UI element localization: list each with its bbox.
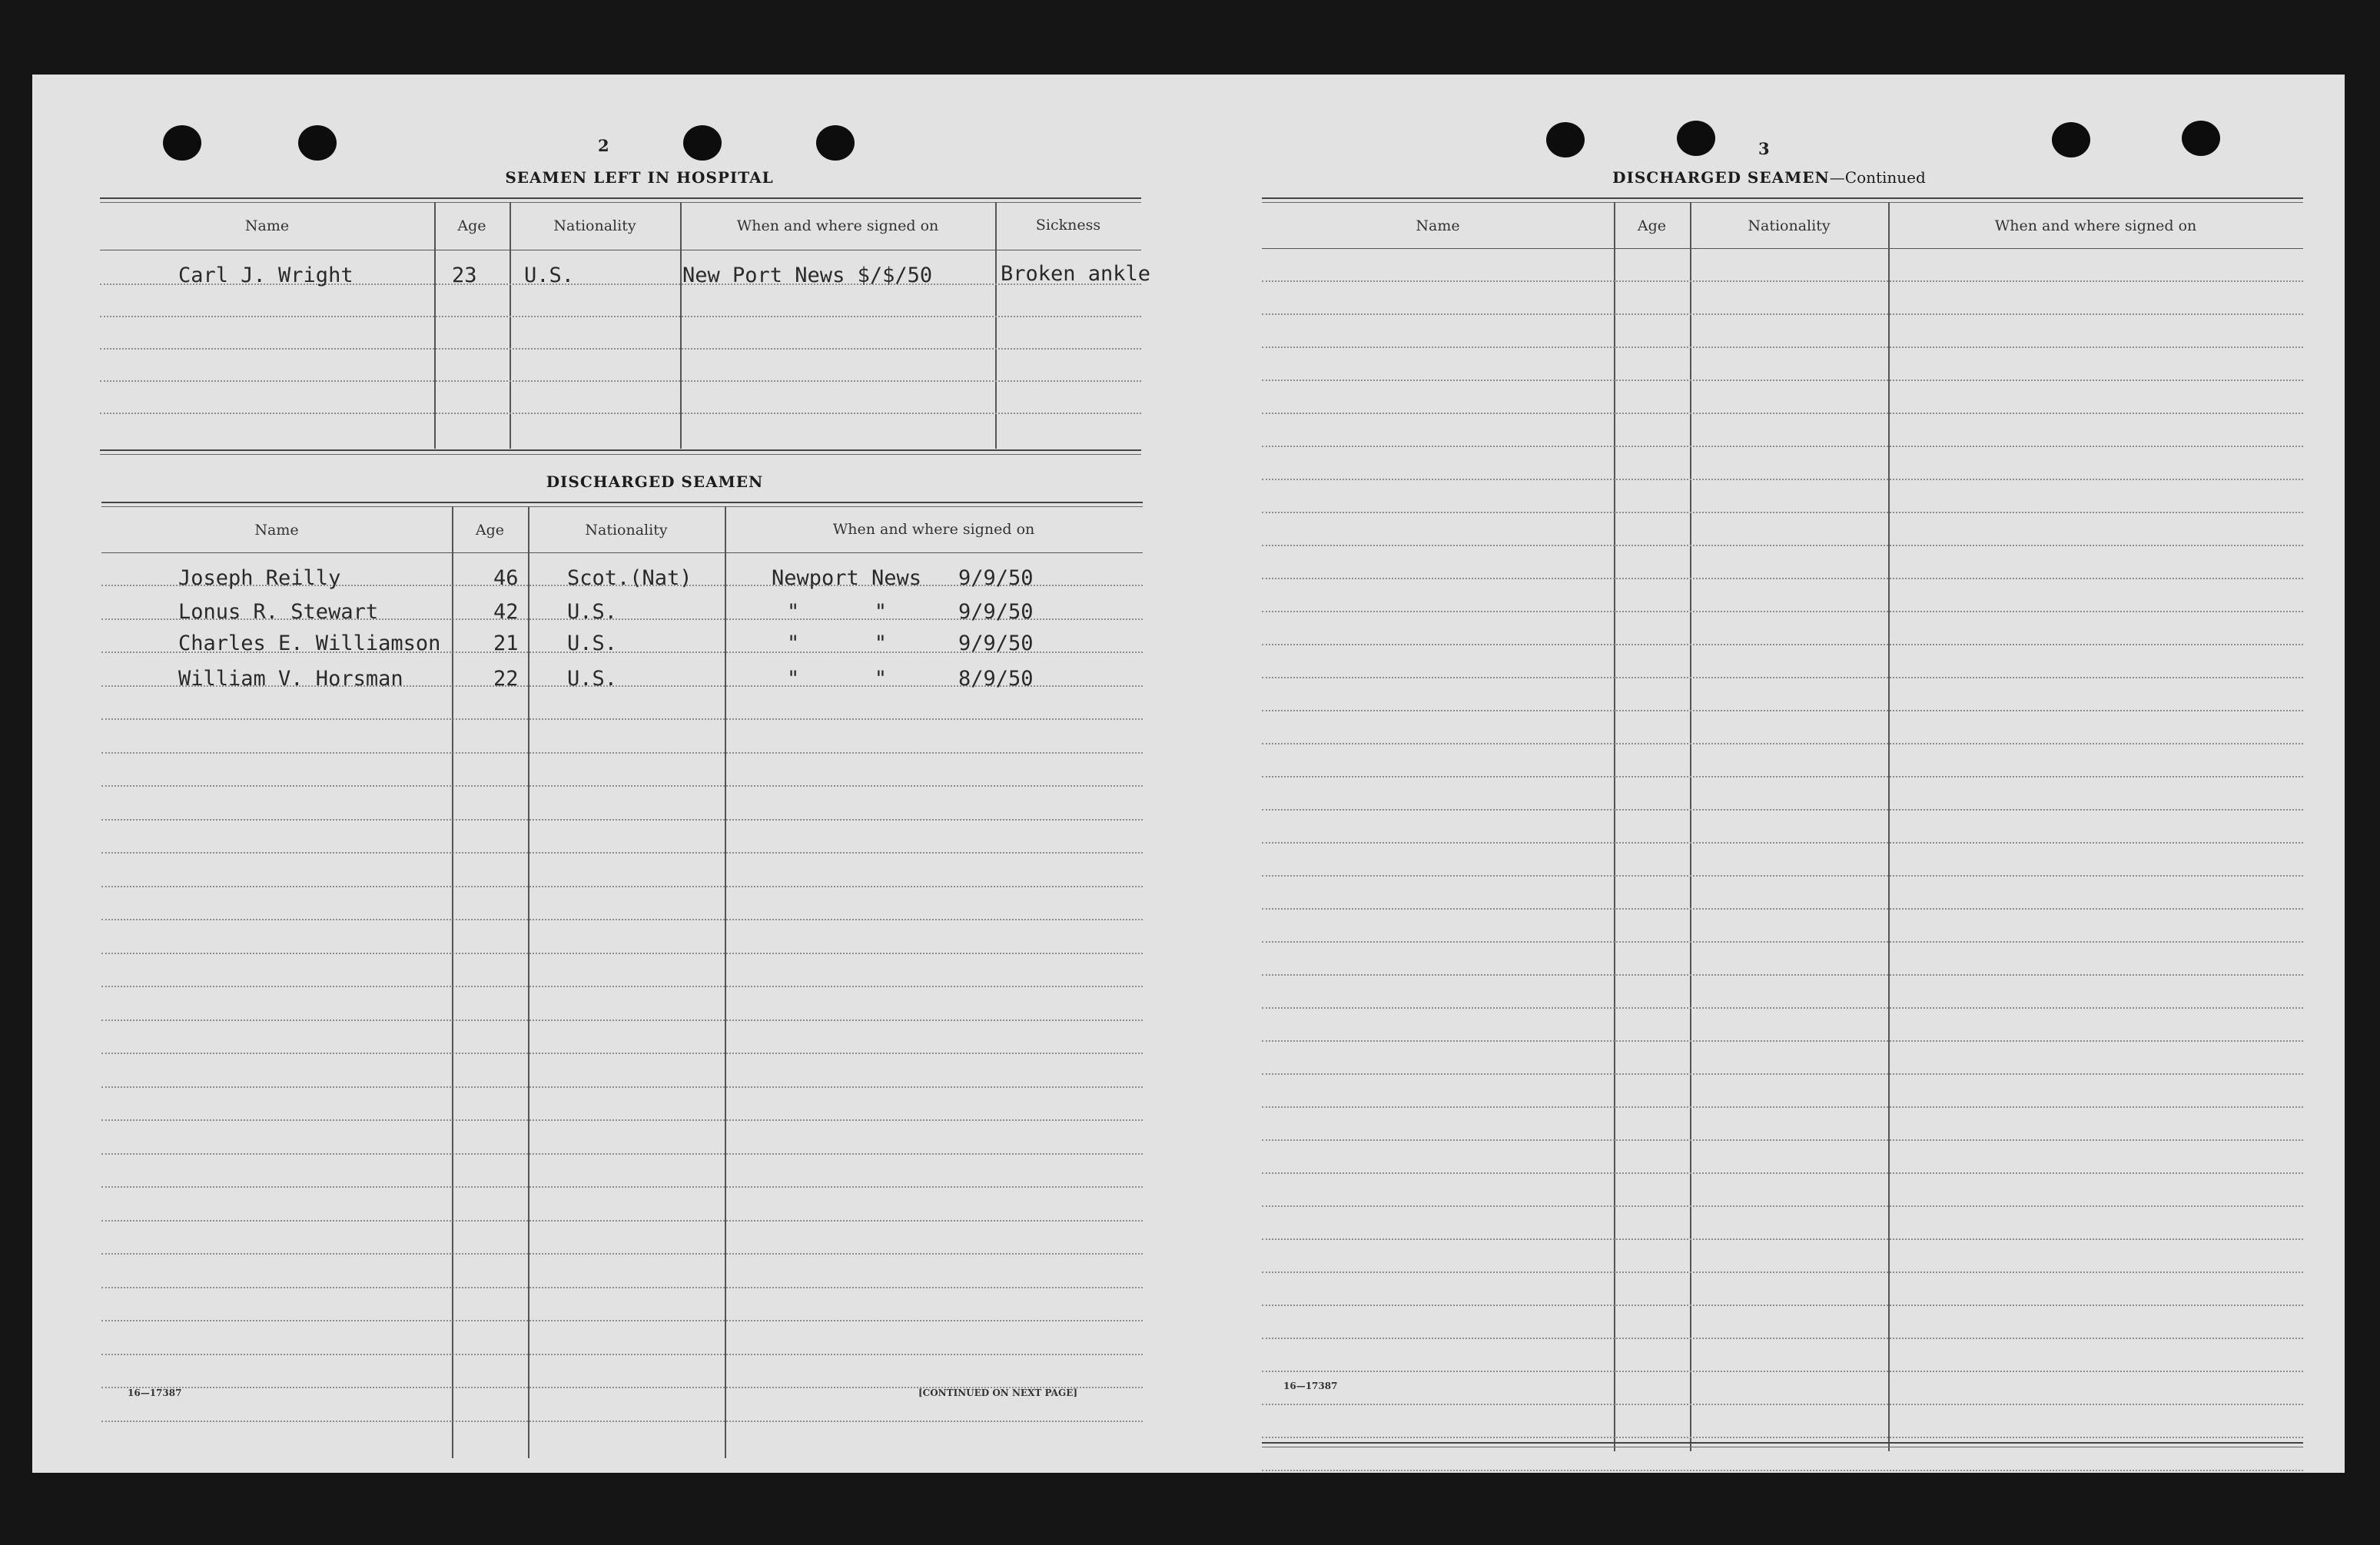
hospital-sickness: Broken ankle (1001, 262, 1151, 286)
row-line (101, 886, 1143, 887)
column-header-signed-on: When and where signed on (736, 217, 939, 234)
discharged-place: " " (787, 632, 888, 655)
row-line (100, 316, 1141, 317)
column-divider (1690, 202, 1691, 1451)
column-header-age: Age (1637, 217, 1667, 234)
discharged-name: William V. Horsman (178, 667, 403, 691)
hospital-section-title: SEAMEN LEFT IN HOSPITAL (505, 168, 774, 187)
punch-hole (816, 125, 855, 161)
row-line (1262, 842, 2303, 844)
row-line (101, 852, 1143, 854)
row-line (1262, 512, 2303, 513)
row-line (1262, 743, 2303, 744)
row-line (1262, 479, 2303, 480)
column-header-signed-on: When and where signed on (1994, 217, 2197, 234)
row-line (101, 919, 1143, 920)
table-bottom-rule (100, 449, 1141, 455)
row-line (100, 413, 1141, 414)
discharged-place: Newport News (772, 566, 922, 590)
punch-hole (163, 125, 201, 161)
discharged-date: 8/9/50 (958, 667, 1034, 691)
punch-hole (2052, 122, 2090, 157)
discharged-place: " " (787, 600, 888, 624)
header-bottom-rule (1262, 248, 2303, 249)
continued-note: [CONTINUED ON NEXT PAGE] (918, 1388, 1078, 1398)
hospital-age: 23 (452, 264, 477, 287)
punch-hole (298, 125, 337, 161)
punch-hole (2182, 121, 2220, 156)
column-header-name: Name (254, 522, 299, 539)
discharged-nationality: U.S. (567, 632, 618, 655)
row-line (100, 348, 1141, 350)
row-line (1262, 578, 2303, 579)
row-line (1262, 446, 2303, 447)
row-line (101, 1153, 1143, 1155)
row-line (1262, 875, 2303, 877)
discharged-age: 22 (493, 667, 519, 691)
column-header-nationality: Nationality (553, 217, 636, 234)
row-line (101, 1086, 1143, 1088)
discharged-table (101, 502, 1143, 1458)
table-top-rule (101, 502, 1143, 507)
page-number-right: 3 (1758, 139, 1770, 158)
row-line (101, 718, 1143, 720)
row-line (1262, 413, 2303, 414)
row-line (1262, 380, 2303, 381)
row-line (1262, 1338, 2303, 1339)
row-line (101, 1253, 1143, 1255)
row-line (101, 752, 1143, 754)
discharged-age: 21 (493, 632, 519, 655)
row-line (1262, 1007, 2303, 1009)
row-line (1262, 280, 2303, 282)
row-line (1262, 1106, 2303, 1108)
row-line (1262, 1404, 2303, 1405)
row-line (1262, 1371, 2303, 1372)
discharged-continued-title (1462, 168, 2076, 187)
table-top-rule (1262, 197, 2303, 203)
row-line (1262, 710, 2303, 711)
row-line (1262, 611, 2303, 612)
row-line (101, 819, 1143, 821)
row-line (101, 1354, 1143, 1355)
row-line (101, 986, 1143, 987)
form-sheet (32, 75, 2345, 1473)
discharged-name: Lonus R. Stewart (178, 600, 379, 624)
form-number-right: 16—17387 (1283, 1381, 1338, 1391)
hospital-nationality: U.S. (524, 264, 575, 287)
row-line (101, 1119, 1143, 1121)
discharged-age: 42 (493, 600, 519, 624)
row-line (1262, 1205, 2303, 1207)
row-line (1262, 1172, 2303, 1174)
discharged-date: 9/9/50 (958, 566, 1034, 590)
row-line (1262, 908, 2303, 910)
punch-hole (683, 125, 722, 161)
row-line (1262, 1437, 2303, 1438)
column-header-sickness: Sickness (1035, 217, 1101, 234)
row-line (1262, 1305, 2303, 1306)
discharged-nationality: U.S. (567, 600, 618, 624)
column-header-name: Name (1416, 217, 1460, 234)
row-line (101, 1053, 1143, 1054)
row-line (101, 1220, 1143, 1222)
discharged-place: " " (787, 667, 888, 691)
row-line (100, 380, 1141, 382)
row-line (101, 1186, 1143, 1188)
row-line (1262, 941, 2303, 943)
hospital-name: Carl J. Wright (178, 264, 354, 287)
column-divider (528, 506, 529, 1458)
column-header-age: Age (457, 217, 486, 234)
discharged-continued-title-suffix: —Continued (1829, 168, 1926, 187)
column-divider (452, 506, 453, 1458)
row-line (1262, 1238, 2303, 1240)
discharged-continued-title-main: DISCHARGED SEAMEN (1612, 168, 1830, 187)
row-line (1262, 346, 2303, 348)
discharged-date: 9/9/50 (958, 632, 1034, 655)
discharged-name: Joseph Reilly (178, 566, 341, 590)
punch-hole (1677, 121, 1715, 156)
discharged-date: 9/9/50 (958, 600, 1034, 624)
row-line (1262, 1139, 2303, 1141)
row-line (1262, 1073, 2303, 1075)
row-line (1262, 776, 2303, 777)
column-header-nationality: Nationality (1748, 217, 1831, 234)
discharged-nationality: Scot.(Nat) (567, 566, 692, 590)
form-number-left: 16—17387 (128, 1388, 182, 1398)
row-line (101, 1287, 1143, 1288)
column-header-age: Age (475, 522, 505, 539)
column-header-signed-on: When and where signed on (832, 521, 1035, 538)
discharged-age: 46 (493, 566, 519, 590)
table-bottom-rule (1262, 1442, 2303, 1447)
row-line (101, 1020, 1143, 1021)
row-line (1262, 1470, 2303, 1471)
hospital-table (100, 197, 1151, 455)
discharged-nationality: U.S. (567, 667, 618, 691)
row-line (1262, 1271, 2303, 1273)
column-divider (1888, 202, 1890, 1451)
row-line (1262, 809, 2303, 811)
column-header-nationality: Nationality (585, 522, 668, 539)
column-divider (725, 506, 726, 1458)
table-top-rule (100, 197, 1141, 203)
row-line (101, 785, 1143, 787)
row-line (1262, 677, 2303, 678)
row-line (101, 1320, 1143, 1321)
column-header-name: Name (244, 217, 290, 234)
row-line (1262, 313, 2303, 315)
row-line (1262, 644, 2303, 645)
hospital-signed-on: New Port News $/$/50 (682, 264, 933, 287)
row-line (101, 1421, 1143, 1422)
discharged-continued-table (1262, 197, 2303, 1457)
row-line (1262, 1040, 2303, 1042)
row-line (1262, 974, 2303, 976)
discharged-name: Charles E. Williamson (178, 632, 441, 655)
discharged-section-title: DISCHARGED SEAMEN (546, 472, 764, 491)
punch-hole (1546, 122, 1585, 157)
row-line (1262, 545, 2303, 546)
row-line (101, 953, 1143, 954)
page-number-left: 2 (598, 136, 609, 155)
header-bottom-rule (101, 552, 1143, 553)
column-divider (1614, 202, 1615, 1451)
